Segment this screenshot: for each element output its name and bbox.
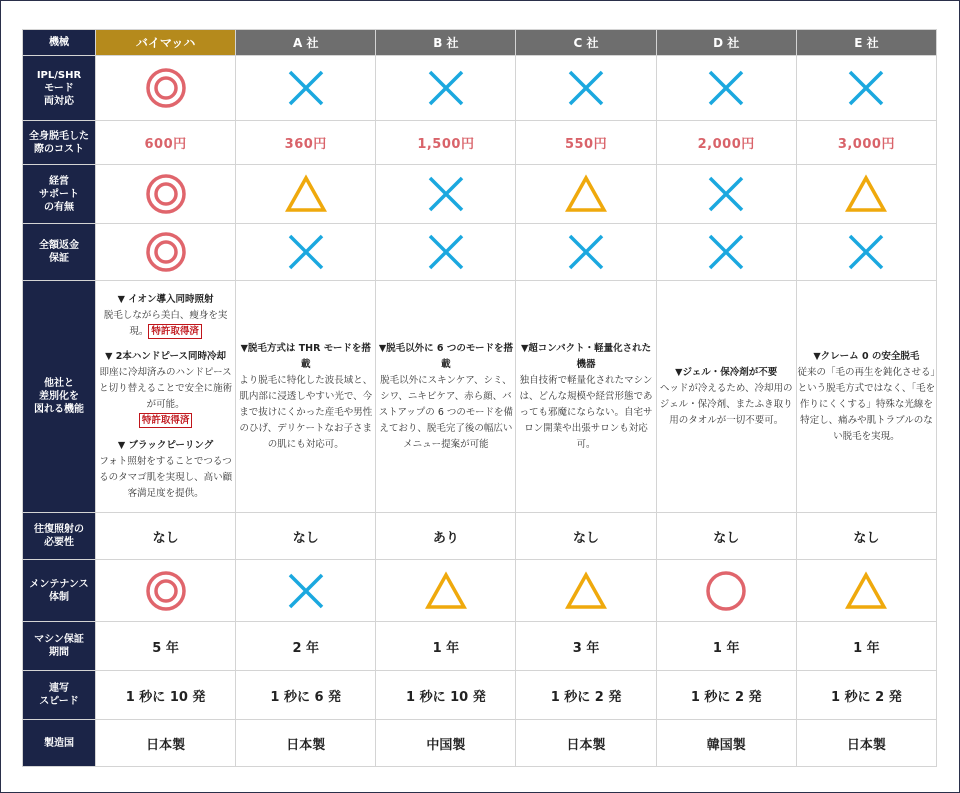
circle-icon <box>704 569 748 613</box>
mark-cell <box>796 165 936 224</box>
feature-heading: ▼ ブラックピーリング <box>117 439 214 451</box>
double-circle-icon <box>144 66 188 110</box>
feature-text: 独自技術で軽量化されたマシンは、どんな規模や経営形態であっても邪魔にならない。自宅サロン開業や出張サロンも対応可。 <box>519 374 653 450</box>
origin-value: 日本製 <box>96 720 236 767</box>
origin-value: 中国製 <box>376 720 516 767</box>
cross-icon <box>424 230 468 274</box>
row-label-cost: 全身脱毛した 際のコスト <box>23 121 96 165</box>
cost-value: 600円 <box>96 121 236 165</box>
cost-value: 1,500円 <box>376 121 516 165</box>
mark-cell <box>236 560 376 622</box>
speed-value: 1 秒に 2 発 <box>656 671 796 720</box>
mark-cell <box>96 56 236 121</box>
feature-cell-company-b <box>376 281 516 513</box>
triangle-icon <box>844 569 888 613</box>
origin-value: 日本製 <box>236 720 376 767</box>
mark-cell <box>796 560 936 622</box>
cross-icon <box>844 230 888 274</box>
mark-cell <box>236 56 376 121</box>
column-header-company-e: E 社 <box>796 30 936 56</box>
feature-cell-company-e <box>796 281 936 513</box>
origin-value: 韓国製 <box>656 720 796 767</box>
mark-cell <box>376 165 516 224</box>
cost-value: 3,000円 <box>796 121 936 165</box>
double-circle-icon <box>144 569 188 613</box>
repeat-value: あり <box>376 513 516 560</box>
column-header-company-c: C 社 <box>516 30 656 56</box>
row-origin <box>23 720 937 767</box>
mark-cell <box>516 224 656 281</box>
mark-cell <box>516 56 656 121</box>
mark-cell <box>376 560 516 622</box>
row-label-repeat-irradiation: 往復照射の 必要性 <box>23 513 96 560</box>
row-label-warranty: マシン保証 期間 <box>23 622 96 671</box>
speed-value: 1 秒に 2 発 <box>516 671 656 720</box>
row-label-refund: 全額返金 保証 <box>23 224 96 281</box>
mark-cell <box>96 224 236 281</box>
row-label-origin: 製造国 <box>23 720 96 767</box>
mark-cell <box>656 165 796 224</box>
double-circle-icon <box>144 172 188 216</box>
mark-cell <box>236 165 376 224</box>
repeat-value: なし <box>236 513 376 560</box>
comparison-table <box>22 29 937 767</box>
feature-cell-bimach <box>96 281 236 513</box>
feature-heading: ▼ジェル・保冷剤が不要 <box>675 366 778 378</box>
feature-text: 従来の「毛の再生を鈍化させる」という脱毛方式ではなく、「毛を作りにくくする」特殊な光線を特定し、痛みや肌トラブルのない脱毛を実現。 <box>797 366 936 442</box>
triangle-icon <box>844 172 888 216</box>
feature-text: フォト照射をすることでつるつるのタマゴ肌を実現し、高い顧客満足度を提供。 <box>99 455 233 499</box>
row-maintenance <box>23 560 937 622</box>
repeat-value: なし <box>96 513 236 560</box>
row-warranty <box>23 622 937 671</box>
mark-cell <box>796 56 936 121</box>
column-header-company-b: B 社 <box>376 30 516 56</box>
repeat-value: なし <box>796 513 936 560</box>
mark-cell <box>376 224 516 281</box>
triangle-icon <box>284 172 328 216</box>
cross-icon <box>284 569 328 613</box>
origin-value: 日本製 <box>516 720 656 767</box>
mark-cell <box>236 224 376 281</box>
feature-text: ヘッドが冷えるため、冷却用のジェル・保冷剤、またふき取り用のタオルが一切不要可。 <box>659 382 793 426</box>
row-support <box>23 165 937 224</box>
row-label-support: 経営 サポート の有無 <box>23 165 96 224</box>
row-refund <box>23 224 937 281</box>
mark-cell <box>516 165 656 224</box>
patent-badge: 特許取得済 <box>139 413 193 428</box>
feature-heading: ▼超コンパクト・軽量化された機器 <box>520 342 652 370</box>
mark-cell <box>796 224 936 281</box>
warranty-value: 1 年 <box>656 622 796 671</box>
row-speed <box>23 671 937 720</box>
row-features <box>23 281 937 513</box>
cross-icon <box>704 230 748 274</box>
column-header-company-a: A 社 <box>236 30 376 56</box>
warranty-value: 5 年 <box>96 622 236 671</box>
mark-cell <box>96 165 236 224</box>
feature-text: 即座に冷却済みのハンドピースと切り替えることで安全に施術が可能。 <box>99 366 233 410</box>
warranty-value: 2 年 <box>236 622 376 671</box>
mark-cell <box>656 560 796 622</box>
feature-heading: ▼クレーム 0 の安全脱毛 <box>813 350 920 362</box>
row-label-maintenance: メンテナンス 体制 <box>23 560 96 622</box>
cost-value: 550円 <box>516 121 656 165</box>
row-label-ipl-shr: IPL/SHR モード 両対応 <box>23 56 96 121</box>
speed-value: 1 秒に 10 発 <box>376 671 516 720</box>
cross-icon <box>284 230 328 274</box>
patent-badge: 特許取得済 <box>148 324 202 339</box>
mark-cell <box>656 56 796 121</box>
cross-icon <box>844 66 888 110</box>
feature-heading: ▼脱毛以外に 6 つのモードを搭載 <box>378 342 513 370</box>
row-cost <box>23 121 937 165</box>
row-ipl-shr <box>23 56 937 121</box>
origin-value: 日本製 <box>796 720 936 767</box>
cross-icon <box>424 66 468 110</box>
mark-cell <box>96 560 236 622</box>
cross-icon <box>704 66 748 110</box>
warranty-value: 1 年 <box>796 622 936 671</box>
header-row <box>23 30 937 56</box>
speed-value: 1 秒に 2 発 <box>796 671 936 720</box>
cross-icon <box>424 172 468 216</box>
cost-value: 2,000円 <box>656 121 796 165</box>
speed-value: 1 秒に 6 発 <box>236 671 376 720</box>
row-label-features: 他社と 差別化を 図れる機能 <box>23 281 96 513</box>
cross-icon <box>564 66 608 110</box>
triangle-icon <box>564 172 608 216</box>
feature-heading: ▼脱毛方式は THR モードを搭載 <box>240 342 371 370</box>
cross-icon <box>704 172 748 216</box>
feature-cell-company-c <box>516 281 656 513</box>
triangle-icon <box>564 569 608 613</box>
warranty-value: 3 年 <box>516 622 656 671</box>
mark-cell <box>516 560 656 622</box>
feature-heading: ▼ 2本ハンドピース同時冷却 <box>105 350 227 362</box>
feature-text: より脱毛に特化した波長域と、肌内部に浸透しやすい光で、今まで抜けにくかった産毛や男性のひげ、デリケートなお子さまの肌にも対応可。 <box>239 374 373 450</box>
cross-icon <box>564 230 608 274</box>
warranty-value: 1 年 <box>376 622 516 671</box>
feature-text: 脱毛以外にスキンケア、シミ、シワ、ニキビケア、赤ら顔、バストアップの 6 つのモードを備えており、脱毛完了後の幅広いメニュー提案が可能 <box>378 374 514 450</box>
mark-cell <box>656 224 796 281</box>
repeat-value: なし <box>516 513 656 560</box>
column-header-company-d: D 社 <box>656 30 796 56</box>
row-label-speed: 連写 スピード <box>23 671 96 720</box>
speed-value: 1 秒に 10 発 <box>96 671 236 720</box>
row-repeat-irradiation <box>23 513 937 560</box>
cross-icon <box>284 66 328 110</box>
cost-value: 360円 <box>236 121 376 165</box>
double-circle-icon <box>144 230 188 274</box>
feature-heading: ▼ イオン導入同時照射 <box>117 293 214 305</box>
triangle-icon <box>424 569 468 613</box>
corner-header: 機械 <box>23 30 96 56</box>
feature-cell-company-d <box>656 281 796 513</box>
repeat-value: なし <box>656 513 796 560</box>
mark-cell <box>376 56 516 121</box>
column-header-bimach: バイマッハ <box>96 30 236 56</box>
feature-cell-company-a <box>236 281 376 513</box>
feature-text: 脱毛しながら美白、瘦身を実現。 <box>103 309 228 337</box>
